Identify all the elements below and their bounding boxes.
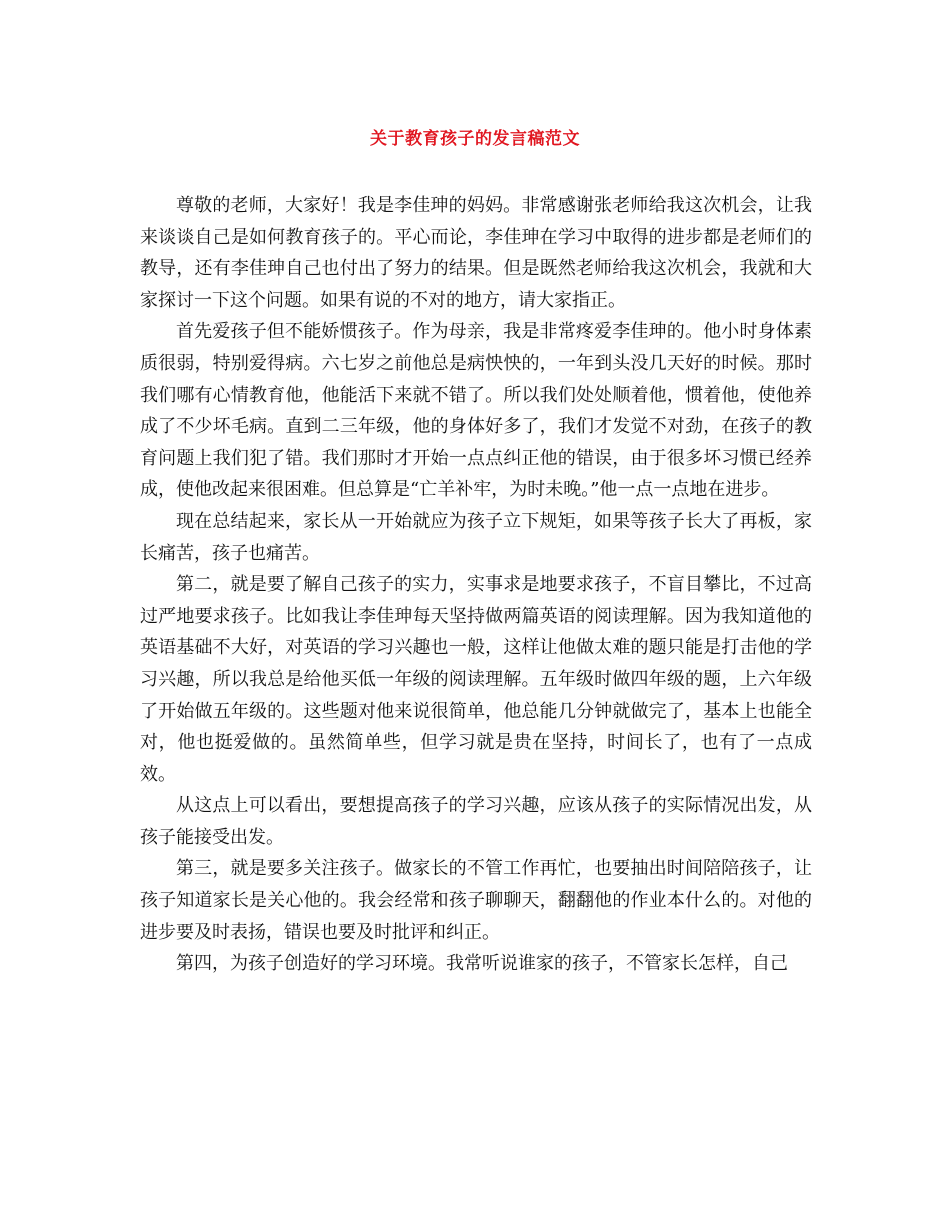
paragraph-fourth-point: 第四，为孩子创造好的学习环境。我常听说谁家的孩子，不管家长怎样，自己 [176,953,788,975]
paragraph-second-point: 第二，就是要了解自己孩子的实力，实事求是地要求孩子，不盲目攀比，不过高过严地要求孩子。比如我让李佳珅每天坚持做两篇英语的阅读理解。因为我知道他的英语基础不大好，对英语的学习兴趣也一般，这样让他做太难的题只能是打击他的学习兴趣，所以我总是给他买低一年级的阅读理解。五年级时做四年级的题，上六年级了开始做五年级的。这些题对他来说很简单，他总能几分钟就做完了，基本上也能全对，他也挺爱做的。虽然简单些，但学习就是贵在坚持，时间长了，也有了一点成效。 [140,574,812,785]
paragraph-third-point: 第三，就是要多关注孩子。做家长的不管工作再忙，也要抽出时间陪陪孩子，让孩子知道家长是关心他的。我会经常和孩子聊聊天，翻翻他的作业本什么的。对他的进步要及时表扬，错误也要及时批评和纠正。 [140,858,812,943]
paragraph-summary-rules: 现在总结起来，家长从一开始就应为孩子立下规矩，如果等孩子长大了再板，家长痛苦，孩子也痛苦。 [140,510,812,564]
paragraph-greeting: 尊敬的老师，大家好！我是李佳珅的妈妈。非常感谢张老师给我这次机会，让我来谈谈自己是如何教育孩子的。平心而论，李佳珅在学习中取得的进步都是老师们的教导，还有李佳珅自己也付出了努力的结果。但是既然老师给我这次机会，我就和大家探讨一下这个问题。如果有说的不对的地方，请大家指正。 [140,195,812,311]
paragraph-first-point: 首先爱孩子但不能娇惯孩子。作为母亲，我是非常疼爱李佳珅的。他小时身体素质很弱，特别爱得病。六七岁之前他总是病怏怏的，一年到头没几天好的时候。那时我们哪有心情教育他，他能活下来就不错了。所以我们处处顺着他，惯着他，使他养成了不少坏毛病。直到二三年级，他的身体好多了，我们才发觉不对劲，在孩子的教育问题上我们犯了错。我们那时才开始一点点纠正他的错误，由于很多坏习惯已经养成，使他改起来很困难。但总算是“亡羊补牢，为时未晚。”他一点一点地在进步。 [140,321,812,501]
document-title: 关于教育孩子的发言稿范文 [370,129,580,149]
paragraph-interest: 从这点上可以看出，要想提高孩子的学习兴趣，应该从孩子的实际情况出发，从孩子能接受出发。 [140,795,812,848]
document-body [140,190,812,980]
